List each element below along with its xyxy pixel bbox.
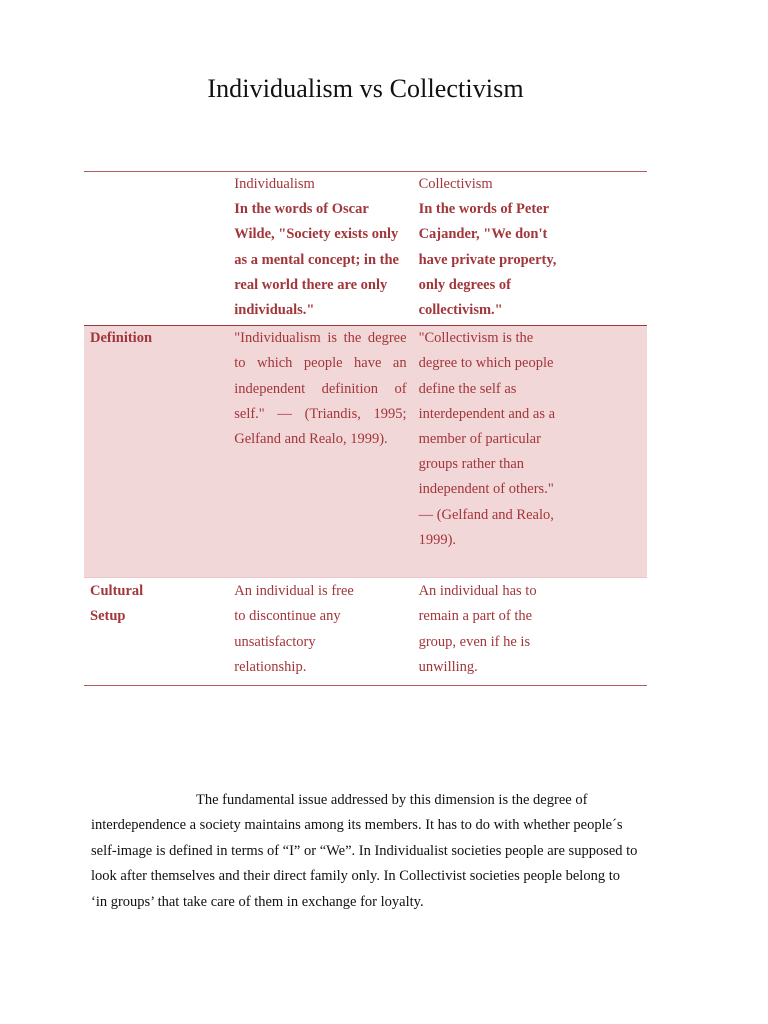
body-paragraph: The fundamental issue addressed by this dimension is the degree of interdependence a society maintains among its members. It has to do with whether people´s self-image is defined in terms of “I” or “We”. In Individualist societies people are supposed to look after themselves and their direct family only. In Collectivist societies people belong to ‘in groups’ that take care of them in exchange for loyalty. (91, 792, 638, 910)
collectivism-header-cell (413, 172, 647, 326)
row-label-cultural-setup-text: Cultural Setup (90, 583, 144, 625)
page-title: Individualism vs Collectivism (207, 74, 524, 103)
table-row-cultural-setup (84, 578, 647, 686)
definition-collectivism-text: "Collectivism is the degree to which people define the self as interdependent and as a member of particular groups rather than independent of others." — (Gelfand and Realo, 1999). (418, 330, 556, 548)
row-label-cultural-setup (84, 578, 228, 686)
header-label-cell (84, 172, 228, 326)
individualism-quote: In the words of Oscar Wilde, "Society exists only as a mental concept; in the real world there are only individuals." (234, 201, 399, 319)
table-row-definition (84, 326, 647, 578)
individualism-heading: Individualism (234, 176, 315, 192)
comparison-table (84, 171, 647, 686)
table-header-row (84, 172, 647, 326)
collectivism-heading: Collectivism (418, 176, 493, 192)
row-label-definition: Definition (84, 326, 228, 578)
definition-individualism-text: "Individualism is the degree to which people have an independent definition of self." — (Triandis, 1995; Gelfand and Realo, 1999). (234, 330, 407, 448)
cultural-collectivism-text: An individual has to remain a part of the group, even if he is unwilling. (418, 583, 537, 675)
individualism-header-cell (228, 172, 412, 326)
definition-collectivism-cell (413, 326, 647, 578)
cultural-individualism-cell (228, 578, 412, 686)
definition-individualism-cell (228, 326, 412, 578)
cultural-individualism-text: An individual is free to discontinue any unsatisfactory relationship. (234, 583, 354, 675)
cultural-collectivism-cell (413, 578, 647, 686)
collectivism-quote: In the words of Peter Cajander, "We don't have private property, only degrees of collectivism." (418, 201, 557, 319)
